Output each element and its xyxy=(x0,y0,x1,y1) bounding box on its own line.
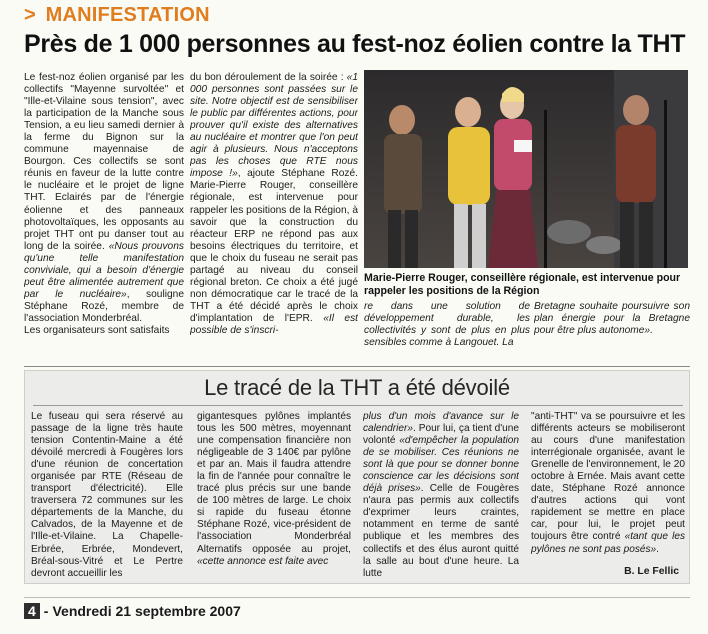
col1-after: , souligne Stéphane Rozé, membre de l'association Monderbréal. xyxy=(24,288,184,324)
sidebar-box xyxy=(24,370,690,584)
section-rubric xyxy=(24,4,210,27)
col2-quote: «1 000 personnes sont passées sur le site. Notre objectif est de sensibiliser le public par différentes actions, pour prouver qu'il existe des alternatives au nucléaire et montrer que l'on peut agir à plusieurs. Nous n'acceptons pas les choses que RTE nous impose !» xyxy=(190,72,358,180)
article-column-4 xyxy=(534,301,690,361)
box-column-2 xyxy=(197,411,351,581)
col2-quote-2: «Il est possible de s'inscri- xyxy=(190,312,358,336)
rubric-arrow: > xyxy=(24,4,36,26)
col2-text-b: , ajoute Stéphane Rozé. Marie-Pierre Rouger, conseillère régionale, est intervenue pour rappeler les positions de la Région, à savoir que la construction du réacteur ERP ne répond pas aux besoins électriques du territoire, et que le choix du fuseau ne serait pas partagé au niveau du conseil régional breton. Ce choix a été jugé non démocratique car le tracé de la THT a été décidé après le choix d'implantation de l'EPR. xyxy=(190,168,358,324)
box-column-4 xyxy=(531,411,685,581)
box-col1-text: Le fuseau qui sera réservé au passage de la ligne très haute tension Contentin-Maine a été dévoilé mercredi à Fougères lors d'une réunion de concertation organisée par RTE (Réseau de transport d'électricité). Elle traversera 72 communes sur les départements de la Manche, du Calvados, de la Mayenne et de l'Ille-et-Vilaine. La Chapelle-Erbrée, Erbrée, Mondevert, Bréal-sous-Vitré et Le Pertre devront accueillir les xyxy=(31,411,183,579)
footer-date: Vendredi 21 septembre 2007 xyxy=(52,603,241,619)
col1-text: Le fest-noz éolien organisé par les collectifs "Mayenne survoltée" et "Ille-et-Vilaine sous tension", avec la participation de la Manche sous Tension, a eu lieu samedi dernier à la ferme du Bignon sur la commune mayennaise de Bourgon. Ces collectifs se sont réunis en faveur de la lutte contre le nucléaire et le projet de ligne THT. Eclairés par de l'énergie éolienne et des panneaux photovoltaïques, les opposants au projet THT ont pu danser tout au long de la soirée. xyxy=(24,72,184,252)
article-column-1 xyxy=(24,72,184,366)
col3-quote: re dans une solution de développement durable, les collectivités y sont de plus en plus sensibles comme à Langouet. La xyxy=(364,301,530,349)
box-title: Le tracé de la THT a été dévoilé xyxy=(204,375,510,400)
section-divider xyxy=(24,366,690,367)
box-col3-quote: plus d'un mois d'avance sur le calendrier» xyxy=(363,411,519,435)
article-headline: Près de 1 000 personnes au fest-noz éolien contre la THT xyxy=(24,30,686,58)
article-photo xyxy=(364,70,688,268)
box-col4-text: "anti-THT" va se poursuivre et les différents acteurs se mobiliseront au cours d'une manifestation interrégionale organisée, avant le Grenelle de l'environnement, le 20 octobre à Ernée. Mais avant cette date, Stéphane Rozé annonce d'autres actions qui vont rapidement se mettre en place car, pour lui, le projet peut toujours être contré xyxy=(531,411,685,543)
photo-caption: Marie-Pierre Rouger, conseillère régionale, est intervenue pour rappeler les positions de la Région xyxy=(364,272,681,297)
col4-quote: Bretagne souhaite poursuivre son plan énergie pour la Bretagne pour être plus autonome». xyxy=(534,301,690,337)
page-number: 4 xyxy=(24,603,40,619)
article-column-2 xyxy=(190,72,358,358)
col1-quote: «Nous prouvons qu'une telle manifestation conviviale, qui a besoin d'énergie peut être alimentée autrement que par le nucléaire» xyxy=(24,240,184,300)
box-col3-text-b: . Celle de Fougères n'aura pas permis aux collectifs d'exprimer leurs craintes, notamment en terme de santé publique et les membres des collectifs et des élus auront quitté la salle au bout d'une heure. La lutte xyxy=(363,483,519,579)
col2-text-a: du bon déroulement de la soirée : xyxy=(190,72,347,83)
rubric-label: MANIFESTATION xyxy=(45,4,210,26)
page-footer xyxy=(24,603,241,619)
author-signature: B. Le Fellic xyxy=(624,566,679,577)
col1-end: Les organisateurs sont satisfaits xyxy=(24,324,170,336)
box-divider xyxy=(33,405,683,406)
article-column-3 xyxy=(364,301,530,361)
footer-separator: - xyxy=(43,603,49,619)
box-col3-text-a: . Pour lui, ça tient d'une volonté xyxy=(363,423,519,447)
footer-divider xyxy=(24,597,690,598)
box-col2-text: gigantesques pylônes implantés tous les 500 mètres, moyennant une compensation financière non négligeable de 3 140€ par pylône et par an. Mais il faudra attendre la fin de l'année pour connaître le tracé plus précis sur une bande de 100 mètres de large. Le choix si rapide du fuseau étonne Stéphane Rozé, vice-président de l'association Monderbréal Alternatifs opposée au projet, xyxy=(197,411,351,555)
box-col4-quote: «tant que les pylônes ne sont pas posés» xyxy=(531,531,685,555)
box-col3-quote-2: «d'empêcher la population de se mobiliser. Ces réunions ne sont là que pour se donner bonne conscience car les décisions sont déjà prises» xyxy=(363,435,519,495)
box-col4-end: . xyxy=(656,543,659,555)
box-col2-quote: «cette annonce est faite avec xyxy=(197,555,329,567)
box-column-1 xyxy=(31,411,183,581)
box-column-3 xyxy=(363,411,519,581)
photo-image xyxy=(364,70,688,268)
